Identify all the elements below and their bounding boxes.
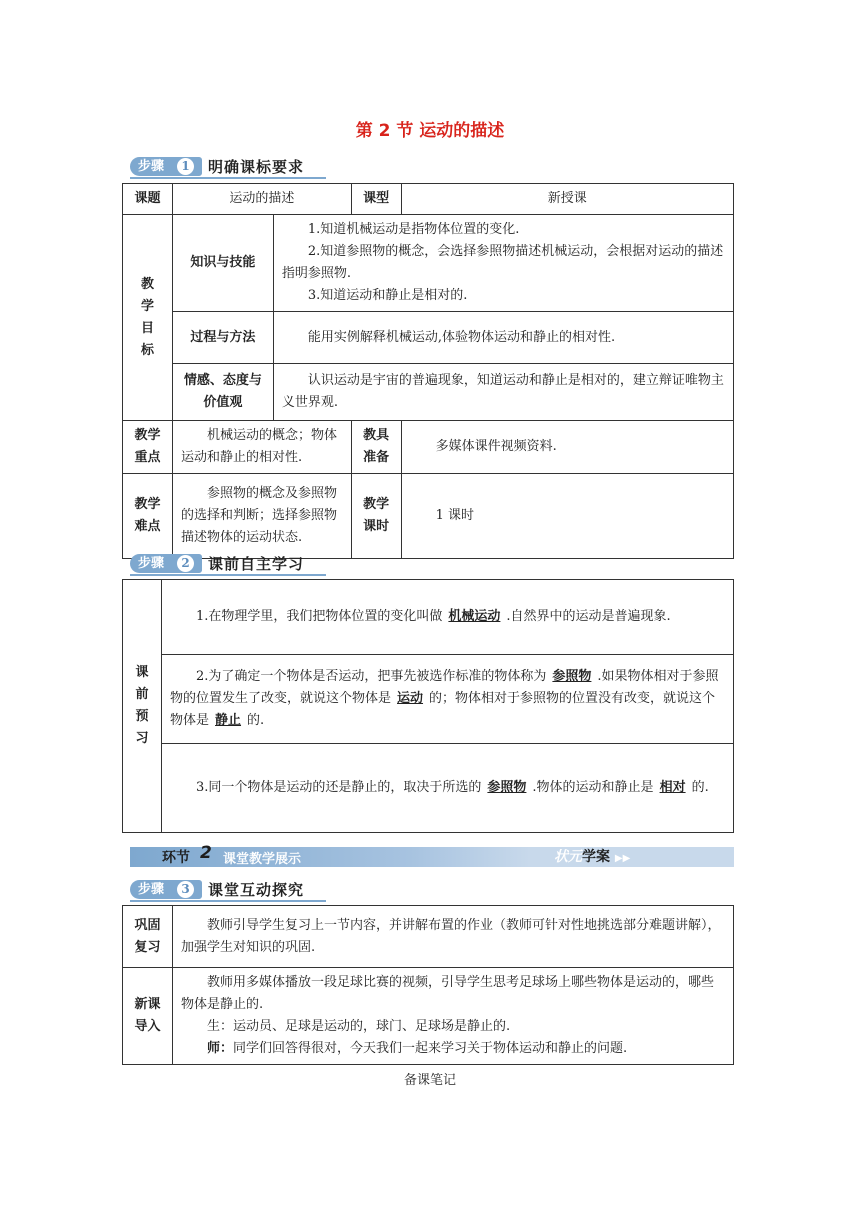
question-text: .如果物体相对于参照物的位置发生了改变，就说这个物体是 — [170, 669, 719, 706]
question-text: .物体的运动和静止是 — [532, 780, 654, 795]
review-label-line: 巩固 — [134, 917, 161, 933]
step-word: 步骤 — [138, 556, 165, 571]
step-label: 课堂互动探究 — [208, 881, 305, 899]
question-text: 3.同一个物体是运动的还是静止的，取决于所选的 — [196, 780, 482, 795]
preview-char: 习 — [135, 731, 149, 746]
page-title: 第 2 节 运动的描述 — [355, 121, 505, 141]
question-text: 2.为了确定一个物体是否运动，把事先被选作标准的物体称为 — [196, 669, 547, 684]
review-label-line: 复习 — [134, 939, 161, 955]
question-text: 的. — [691, 780, 709, 795]
banner-title: 课堂教学展示 — [223, 852, 302, 867]
goals-char: 标 — [140, 342, 154, 358]
emotion-label-line: 情感、态度与 — [183, 373, 262, 388]
double-arrow-icon: ▶▶ — [614, 853, 631, 864]
intro-student-line: 生：运动员、足球是运动的，球门、足球场是静止的. — [206, 1019, 511, 1034]
step-1-header — [130, 156, 330, 178]
goals-char: 目 — [140, 320, 154, 336]
focus-content: 机械运动的概念；物体运动和静止的相对性. — [172, 421, 351, 474]
prep-content: 多媒体课件视频资料. — [401, 421, 733, 474]
prep-label-line: 准备 — [363, 450, 390, 465]
knowledge-item: 3.知道运动和静止是相对的. — [307, 288, 468, 303]
question-text: .自然界中的运动是普遍现象. — [506, 609, 671, 624]
answer-blank: 静止 — [215, 713, 242, 728]
difficulty-label — [123, 474, 173, 559]
hours-label — [351, 474, 401, 559]
section-banner — [130, 843, 734, 867]
preview-char: 预 — [135, 709, 149, 724]
step-number: 1 — [177, 158, 194, 175]
banner-huanjie: 环节 — [162, 850, 190, 866]
brand-text-b: 学案 — [582, 849, 610, 865]
answer-blank: 参照物 — [552, 669, 592, 684]
type-value: 新授课 — [401, 184, 733, 215]
banner-brand — [550, 847, 734, 867]
review-content: 教师引导学生复习上一节内容，并讲解布置的作业（教师可针对性地挑选部分难题讲解），加强学生对知识的巩固. — [172, 906, 733, 968]
focus-label — [123, 421, 173, 474]
step-number: 3 — [177, 881, 194, 898]
type-label: 课型 — [351, 184, 401, 215]
notes-label: 备课笔记 — [403, 1073, 456, 1088]
step-2-header — [130, 553, 330, 575]
goals-char: 学 — [140, 298, 154, 314]
intro-label — [123, 968, 173, 1065]
classroom-table — [122, 905, 734, 1065]
answer-blank: 相对 — [659, 780, 686, 795]
answer-blank: 参照物 — [487, 780, 527, 795]
focus-label-line: 重点 — [134, 450, 161, 465]
focus-label-line: 教学 — [134, 428, 161, 443]
question-1 — [162, 580, 734, 655]
preview-table — [122, 579, 734, 833]
question-text: 的. — [247, 713, 265, 728]
intro-paragraph: 教师用多媒体播放一段足球比赛的视频，引导学生思考足球场上哪些物体是运动的，哪些物体是静止的. — [180, 975, 714, 1012]
knowledge-label: 知识与技能 — [172, 215, 273, 312]
emotion-label — [172, 364, 273, 421]
step-word: 步骤 — [138, 882, 165, 897]
emotion-label-line: 价值观 — [203, 395, 243, 410]
prep-label — [351, 421, 401, 474]
preview-char: 课 — [135, 665, 149, 680]
difficulty-label-line: 难点 — [134, 519, 161, 534]
teacher-label: 师： — [206, 1041, 233, 1056]
step-underline — [130, 574, 326, 576]
hours-label-line: 课时 — [363, 519, 390, 534]
preview-label — [123, 580, 162, 833]
brand-text-a: 状元 — [554, 849, 582, 865]
question-2 — [162, 655, 734, 744]
teacher-text: 同学们回答得很对，今天我们一起来学习关于物体运动和静止的问题. — [232, 1041, 628, 1056]
knowledge-item: 2.知道参照物的概念，会选择参照物描述机械运动，会根据对运动的描述指明参照物. — [281, 244, 724, 281]
banner-number: 2 — [200, 843, 212, 863]
answer-blank: 运动 — [397, 691, 424, 706]
goals-label — [123, 215, 173, 421]
course-info-table — [122, 183, 734, 559]
goals-char: 教 — [140, 276, 154, 292]
prep-label-line: 教具 — [363, 428, 390, 443]
difficulty-label-line: 教学 — [134, 497, 161, 512]
intro-label-line: 导入 — [134, 1019, 161, 1034]
question-3 — [162, 744, 734, 833]
step-label: 课前自主学习 — [208, 555, 305, 573]
intro-content — [172, 968, 733, 1065]
emotion-content: 认识运动是宇宙的普遍现象，知道运动和静止是相对的，建立辩证唯物主义世界观. — [273, 364, 733, 421]
question-text: 的；物体相对于参照物的位置没有改变，就说这个物体是 — [170, 691, 716, 728]
step-3-header — [130, 879, 330, 901]
step-underline — [130, 900, 326, 902]
question-text: 1.在物理学里，我们把物体位置的变化叫做 — [196, 609, 443, 624]
answer-blank: 机械运动 — [448, 609, 501, 624]
knowledge-item: 1.知道机械运动是指物体位置的变化. — [307, 222, 520, 237]
process-label: 过程与方法 — [172, 312, 273, 364]
step-word: 步骤 — [138, 159, 165, 174]
process-content: 能用实例解释机械运动,体验物体运动和静止的相对性. — [273, 312, 733, 364]
topic-value: 运动的描述 — [172, 184, 351, 215]
review-label — [123, 906, 173, 968]
hours-label-line: 教学 — [363, 497, 390, 512]
banner-left — [130, 847, 530, 867]
topic-label: 课题 — [123, 184, 173, 215]
preview-char: 前 — [135, 687, 149, 702]
step-underline — [130, 177, 326, 179]
intro-teacher-line — [181, 1038, 725, 1060]
knowledge-content — [273, 215, 733, 312]
difficulty-content: 参照物的概念及参照物的选择和判断；选择参照物描述物体的运动状态. — [172, 474, 351, 559]
step-label: 明确课标要求 — [208, 158, 305, 176]
intro-label-line: 新课 — [134, 997, 161, 1012]
hours-content: 1 课时 — [401, 474, 733, 559]
step-number: 2 — [177, 555, 194, 572]
